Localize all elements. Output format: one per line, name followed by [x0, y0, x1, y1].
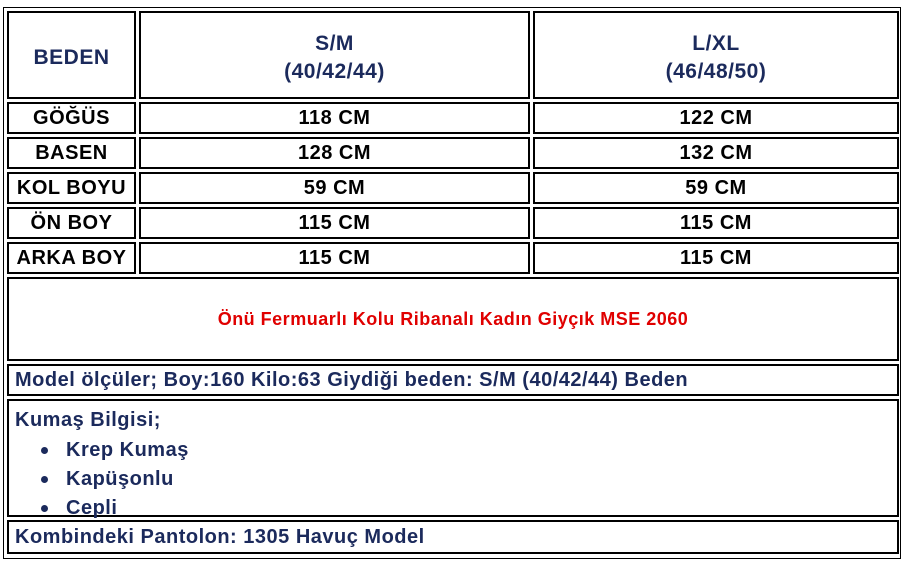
lxl-line1: L/XL: [692, 32, 740, 55]
row-value-lxl: 115 CM: [533, 207, 899, 239]
row-label-arka-boy: ARKA BOY: [7, 242, 136, 274]
row-value-sm: 118 CM: [139, 102, 530, 134]
row-value-sm: 115 CM: [139, 242, 530, 274]
fabric-list: [15, 436, 189, 523]
row-value-sm: 59 CM: [139, 172, 530, 204]
header-sm: [139, 11, 530, 99]
row-value-sm: 115 CM: [139, 207, 530, 239]
fabric-item: Krep Kumaş: [66, 439, 189, 461]
lxl-line2: (46/48/50): [665, 60, 767, 83]
row-label-kol-boyu: KOL BOYU: [7, 172, 136, 204]
model-info: Model ölçüler; Boy:160 Kilo:63 Giydiği beden: S/M (40/42/44) Beden: [7, 364, 899, 396]
header-size-label: [7, 11, 136, 99]
fabric-info: [7, 399, 899, 517]
fabric-item: Cepli: [66, 497, 118, 519]
row-label-on-boy: ÖN BOY: [7, 207, 136, 239]
list-item: [15, 494, 189, 523]
header-lxl: [533, 11, 899, 99]
row-label-gogus: GÖĞÜS: [7, 102, 136, 134]
bullet-icon: [41, 476, 48, 483]
sm-line1: S/M: [315, 32, 354, 55]
row-value-sm: 128 CM: [139, 137, 530, 169]
list-item: [15, 436, 189, 465]
row-value-lxl: 115 CM: [533, 242, 899, 274]
row-value-lxl: 132 CM: [533, 137, 899, 169]
row-value-lxl: 122 CM: [533, 102, 899, 134]
row-label-basen: BASEN: [7, 137, 136, 169]
fabric-item: Kapüşonlu: [66, 468, 174, 490]
combination-info: Kombindeki Pantolon: 1305 Havuç Model: [7, 520, 899, 554]
product-title: Önü Fermuarlı Kolu Ribanalı Kadın Giyçık MSE 2060: [7, 277, 899, 361]
fabric-title: Kumaş Bilgisi;: [15, 409, 161, 431]
row-value-lxl: 59 CM: [533, 172, 899, 204]
bullet-icon: [41, 447, 48, 454]
sm-line2: (40/42/44): [284, 60, 385, 83]
size-label-text: BEDEN: [33, 46, 110, 69]
size-chart: [3, 7, 901, 559]
bullet-icon: [41, 505, 48, 512]
list-item: [15, 465, 189, 494]
